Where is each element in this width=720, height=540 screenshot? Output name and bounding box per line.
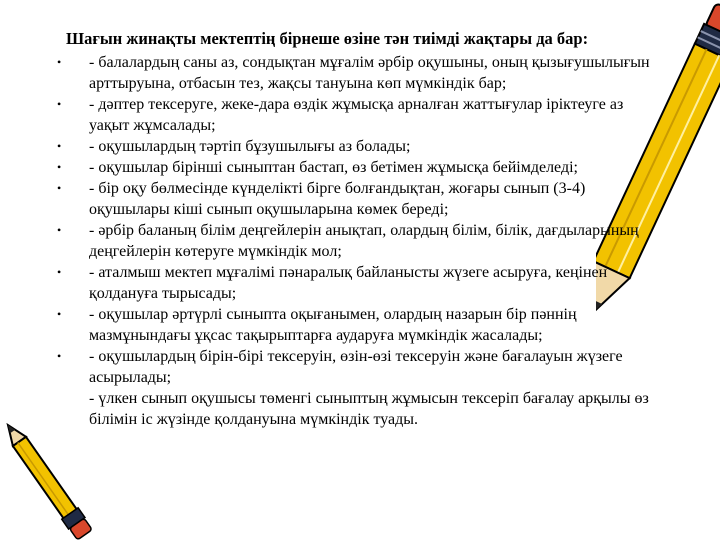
pencil-icon [0, 420, 110, 540]
bullet-icon: • [57, 181, 62, 195]
list-item-text: - әрбір баланың білім деңгейлерін анықтап, олардың білім, білік, дағдыларының деңгейлерін көтеруге мүмкіндік мол; [89, 222, 639, 260]
bullet-list [54, 52, 654, 430]
list-item-text: - дәптер тексеруге, жеке-дара өздік жұмысқа арналған жаттығулар іріктеуге аз уақыт жұмсалады; [89, 96, 624, 134]
bullet-icon: • [57, 265, 62, 279]
bullet-icon: • [57, 97, 62, 111]
list-item [54, 136, 654, 157]
list-item [54, 94, 654, 136]
list-item-text: - оқушылар әртүрлі сыныпта оқығанымен, олардың назарын бір пәннің мазмұнындағы ұқсас тақырыптарға аударуға мүмкіндік жасалады; [89, 306, 577, 344]
list-item-text: - аталмыш мектеп мұғалімі пәнаралық байланысты жүзеге асыруға, кеңінен қолдануға тырысады; [89, 264, 608, 302]
bullet-icon: • [57, 349, 62, 363]
list-item [54, 388, 654, 430]
list-item-text: - үлкен сынып оқушысы төменгі сыныптың жұмысын тексеріп бағалау арқылы өз білімін іс жүзінде қолдануына мүмкіндік туады. [89, 390, 649, 428]
bullet-icon: • [57, 139, 62, 153]
bullet-icon: • [57, 160, 62, 174]
bullet-icon: • [57, 55, 62, 69]
slide-title: Шағын жинақты мектептің бірнеше өзіне тән тиімді жақтары да бар: [66, 29, 589, 48]
list-item [54, 262, 654, 304]
list-item-text: - оқушылардың тәртіп бұзушылығы аз болады; [89, 138, 411, 155]
list-item [54, 220, 654, 262]
bullet-icon: • [57, 307, 62, 321]
list-item [54, 157, 654, 178]
list-item-text: - оқушылар бірінші сыныптан бастап, өз бетімен жұмысқа бейімделеді; [89, 159, 578, 176]
bullet-icon: • [57, 223, 62, 237]
list-item [54, 52, 654, 94]
list-item [54, 304, 654, 346]
list-item-text: - оқушылардың бірін-бірі тексеруін, өзін-өзі тексеруін және бағалауын жүзеге асырылады; [89, 348, 623, 386]
list-item-text: - балалардың саны аз, сондықтан мұғалім әрбір оқушыны, оның қызығушылығын арттыруына, отбасын тез, жақсы тануына көп мүмкіндік бар; [89, 54, 650, 92]
list-item-text: - бір оқу бөлмесінде күнделікті бірге болғандықтан, жоғары сынып (3-4) оқушылары кіші сынып оқушыларына көмек береді; [89, 180, 586, 218]
list-item [54, 178, 654, 220]
list-item [54, 346, 654, 388]
